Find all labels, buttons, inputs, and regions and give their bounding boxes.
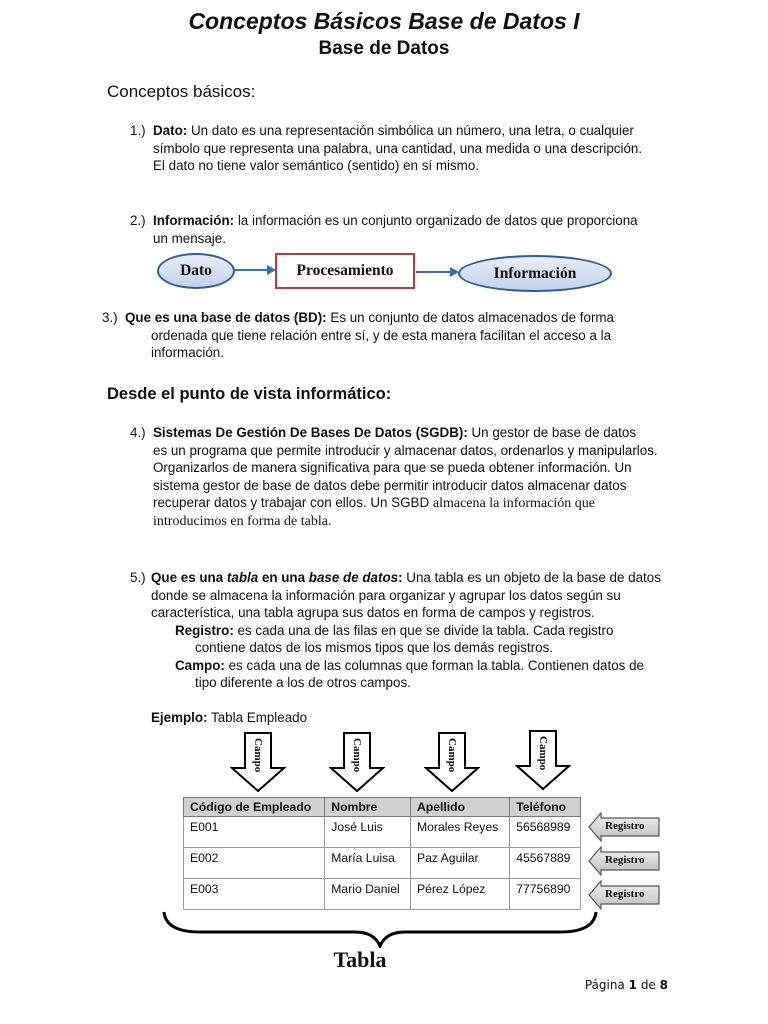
registro-term: Registro:: [175, 622, 234, 638]
item-number: 3.): [102, 310, 118, 325]
item-text-line: sistema gestor de base de datos debe permitir introducir datos almacenar datos: [153, 477, 627, 493]
item-term-italic: base de datos: [308, 570, 399, 585]
section-heading-conceptos: Conceptos básicos:: [107, 82, 256, 101]
campo-label: Campo: [351, 738, 363, 773]
table-cell: Pérez López: [410, 879, 509, 910]
item-term: Que es una: [151, 570, 227, 585]
curly-brace-icon: [160, 908, 600, 948]
item-term: Información:: [153, 213, 235, 228]
flow-arrow-icon: [231, 260, 277, 280]
item-text-line: introducimos en forma de tabla.: [153, 513, 332, 529]
item-text-line: almacena la información que: [432, 496, 595, 511]
item-term: Sistemas De Gestión De Bases De Datos (SGDB):: [153, 425, 468, 440]
flow-arrow-icon: [414, 262, 460, 282]
item-text-line: ordenada que tiene relación entre sí, y de esta manera facilitan el acceso a la: [151, 327, 612, 343]
item-tabla: [130, 569, 666, 692]
employee-table: [183, 797, 581, 910]
item-number: 1.): [130, 123, 146, 138]
table-cell: Mario Daniel: [325, 879, 411, 910]
campo-arrow: [515, 730, 571, 790]
item-text-line: Una tabla es un objeto de la base de datos: [406, 570, 661, 585]
item-text-line: recuperar datos y trabajar con ellos. Un SGBD: [153, 495, 430, 510]
item-text-line: tipo diferente a los de otros campos.: [195, 675, 411, 690]
example-term: Ejemplo:: [151, 710, 208, 725]
column-header: Código de Empleado: [184, 798, 325, 817]
table-row: [184, 817, 581, 848]
item-dato: [130, 122, 666, 175]
item-text-line: es un programa que permite introducir y almacenar datos, ordenarlos y manipularlos.: [153, 442, 658, 458]
campo-label: Campo: [446, 738, 458, 773]
item-text-line: la información es un conjunto organizado de datos que proporciona: [237, 213, 638, 228]
item-text-line: es cada una de las filas en que se divide la tabla. Cada registro: [237, 622, 614, 638]
column-header: Nombre: [325, 798, 411, 817]
document-title: Conceptos Básicos Base de Datos I: [188, 8, 580, 34]
item-text-line: donde se almacena la información para organizar y agrupar los datos según su: [151, 587, 621, 603]
item-text-line: Un dato es una representación simbólica un número, una letra, o cualquier: [190, 123, 634, 138]
item-number: 4.): [130, 425, 146, 440]
footer-of-word: de: [640, 978, 656, 992]
item-text-line: característica, una tabla agrupa sus datos en forma de campos y registros.: [151, 605, 595, 620]
footer-page-word: Página: [584, 978, 625, 992]
item-informacion: [130, 212, 666, 247]
item-text-line: un mensaje.: [153, 230, 226, 246]
table-row: [184, 879, 581, 910]
example-text: Tabla Empleado: [211, 710, 308, 725]
footer-page-total: 8: [659, 978, 668, 992]
item-text-line: información.: [151, 345, 224, 360]
item-number: 5.): [130, 570, 146, 585]
table-cell: E002: [184, 848, 325, 879]
flow-dato-node: Dato: [157, 253, 235, 289]
table-cell: E001: [184, 817, 325, 848]
item-text-line: Un gestor de base de datos: [471, 425, 637, 440]
registro-label: Registro: [605, 820, 645, 832]
table-cell: 45567889: [510, 848, 581, 879]
campo-arrow: [329, 732, 385, 792]
item-text-line: Organizarlos de manera significativa para que se pueda obtener información. Un: [153, 460, 632, 475]
column-header: Apellido: [410, 798, 509, 817]
flow-procesamiento-node: Procesamiento: [275, 253, 415, 289]
item-term-italic: tabla: [226, 570, 259, 585]
page-footer: [585, 978, 668, 992]
item-term: en una: [258, 570, 309, 585]
item-text-line: El dato no tiene valor semántico (sentido) en sí mismo.: [153, 158, 479, 173]
registro-arrow: [588, 812, 660, 842]
item-text-line: símbolo que representa una palabra, una cantidad, una medida o una descripción.: [153, 140, 643, 156]
registro-label: Registro: [605, 888, 645, 900]
item-sgdb: [130, 424, 666, 530]
item-base-de-datos: [102, 309, 666, 362]
table-header-row: [184, 798, 581, 817]
example-label: [151, 710, 307, 725]
item-term: Que es una base de datos (BD):: [125, 310, 327, 325]
item-text-line: Es un conjunto de datos almacenados de forma: [330, 310, 615, 325]
column-header: Teléfono: [510, 798, 581, 817]
table-cell: José Luis: [325, 817, 411, 848]
campo-arrow: [424, 732, 480, 792]
campo-label: Campo: [252, 738, 264, 773]
registro-arrow: [588, 880, 660, 910]
item-text-line: contiene datos de los mismos tipos que los demás registros.: [195, 640, 554, 655]
document-subtitle: Base de Datos: [318, 38, 450, 59]
item-term: :: [398, 570, 403, 585]
campo-term: Campo:: [175, 657, 225, 673]
table-cell: María Luisa: [325, 848, 411, 879]
table-row: [184, 848, 581, 879]
table-cell: 77756890: [510, 879, 581, 910]
item-number: 2.): [130, 213, 146, 228]
footer-page-number: 1: [628, 978, 637, 992]
brace-label: Tabla: [333, 947, 387, 972]
campo-arrow: [230, 732, 286, 792]
section-heading-informatico: Desde el punto de vista informático:: [107, 385, 392, 403]
table-cell: Paz Aguilar: [410, 848, 509, 879]
campo-label: Campo: [537, 736, 549, 771]
registro-arrow: [588, 846, 660, 876]
table-cell: Morales Reyes: [410, 817, 509, 848]
table-cell: E003: [184, 879, 325, 910]
table-cell: 56568989: [510, 817, 581, 848]
item-term: Dato:: [153, 123, 188, 138]
registro-label: Registro: [605, 854, 645, 866]
item-text-line: es cada una de las columnas que forman la tabla. Contienen datos de: [228, 657, 644, 673]
flow-informacion-node: Información: [458, 255, 612, 292]
